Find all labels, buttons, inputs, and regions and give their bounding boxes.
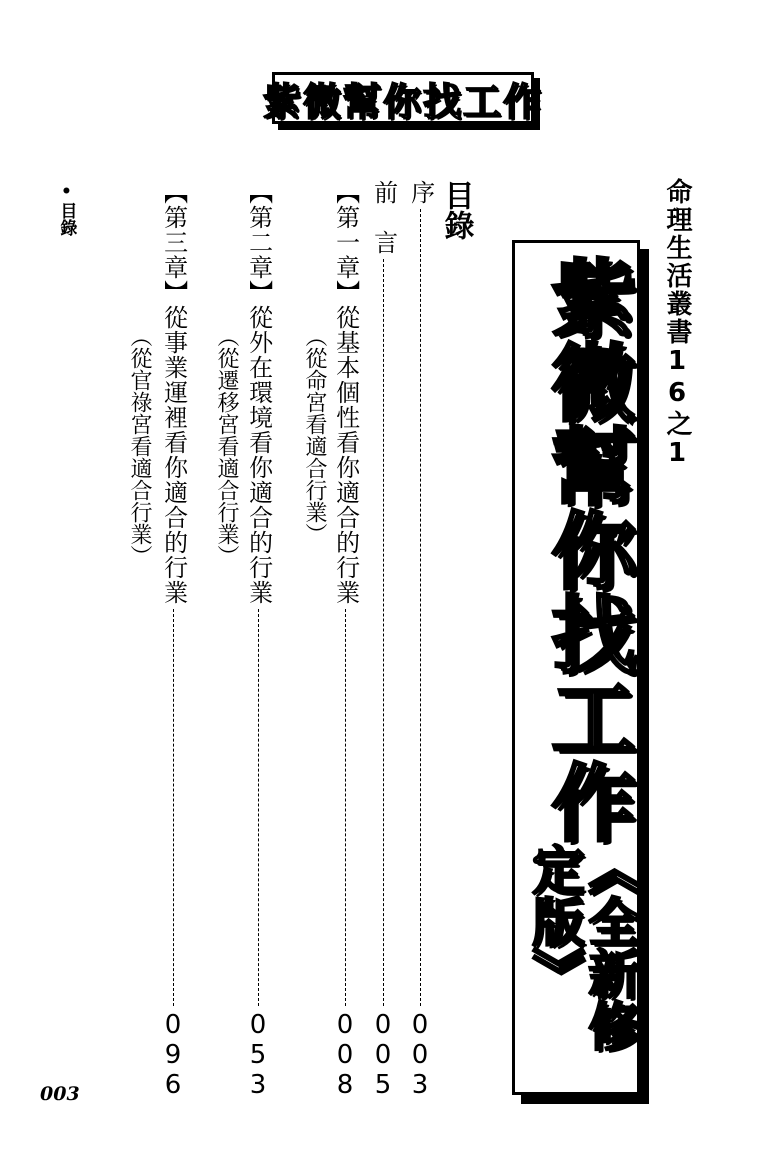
toc-entry-label: 【第三章】從事業運裡看你適合的行業 [159, 180, 188, 605]
book-title-frame [512, 240, 640, 1095]
toc-entry-subtitle: （從命宮看適合行業） [302, 325, 327, 545]
toc-entry-label: 前 言 [369, 180, 398, 255]
header-title: 紫微幫你找工作 [263, 79, 544, 124]
toc-entry-page: 005 [368, 1010, 398, 1100]
toc-entry-label: 【第二章】從外在環境看你適合的行業 [244, 180, 273, 605]
toc-entry-subtitle: （從官祿宮看適合行業） [127, 325, 152, 567]
series-label: 命理生活叢書16之1 [662, 178, 692, 470]
toc-leader [173, 609, 174, 1006]
toc-entry-page: 003 [405, 1010, 435, 1100]
toc-heading: 目錄 [438, 180, 474, 240]
toc-entry-page: 053 [243, 1010, 273, 1100]
toc-entry-page: 008 [330, 1010, 360, 1100]
toc-entry-chapter-2[interactable] [243, 180, 273, 1100]
toc-entry-subtitle: （從遷移宮看適合行業） [214, 325, 239, 567]
header-title-box [263, 72, 544, 124]
toc-entry-preface[interactable] [405, 180, 435, 1100]
running-head: •目錄 [56, 182, 77, 236]
book-edition: 《全新修定版》 [522, 843, 639, 1051]
toc-leader [345, 609, 346, 1006]
toc-entry-chapter-1[interactable] [330, 180, 360, 1100]
toc-entry-chapter-3[interactable] [158, 180, 188, 1100]
toc-entry-label: 序 [406, 180, 435, 205]
book-title: 紫微幫你找工作 [538, 255, 636, 843]
page-number: 003 [40, 1083, 80, 1105]
toc-leader [258, 609, 259, 1006]
toc-leader [383, 259, 384, 1006]
toc-entry-page: 096 [158, 1010, 188, 1100]
toc-entry-label: 【第一章】從基本個性看你適合的行業 [331, 180, 360, 605]
toc-entry-foreword[interactable] [368, 180, 398, 1100]
toc-leader [420, 209, 421, 1006]
